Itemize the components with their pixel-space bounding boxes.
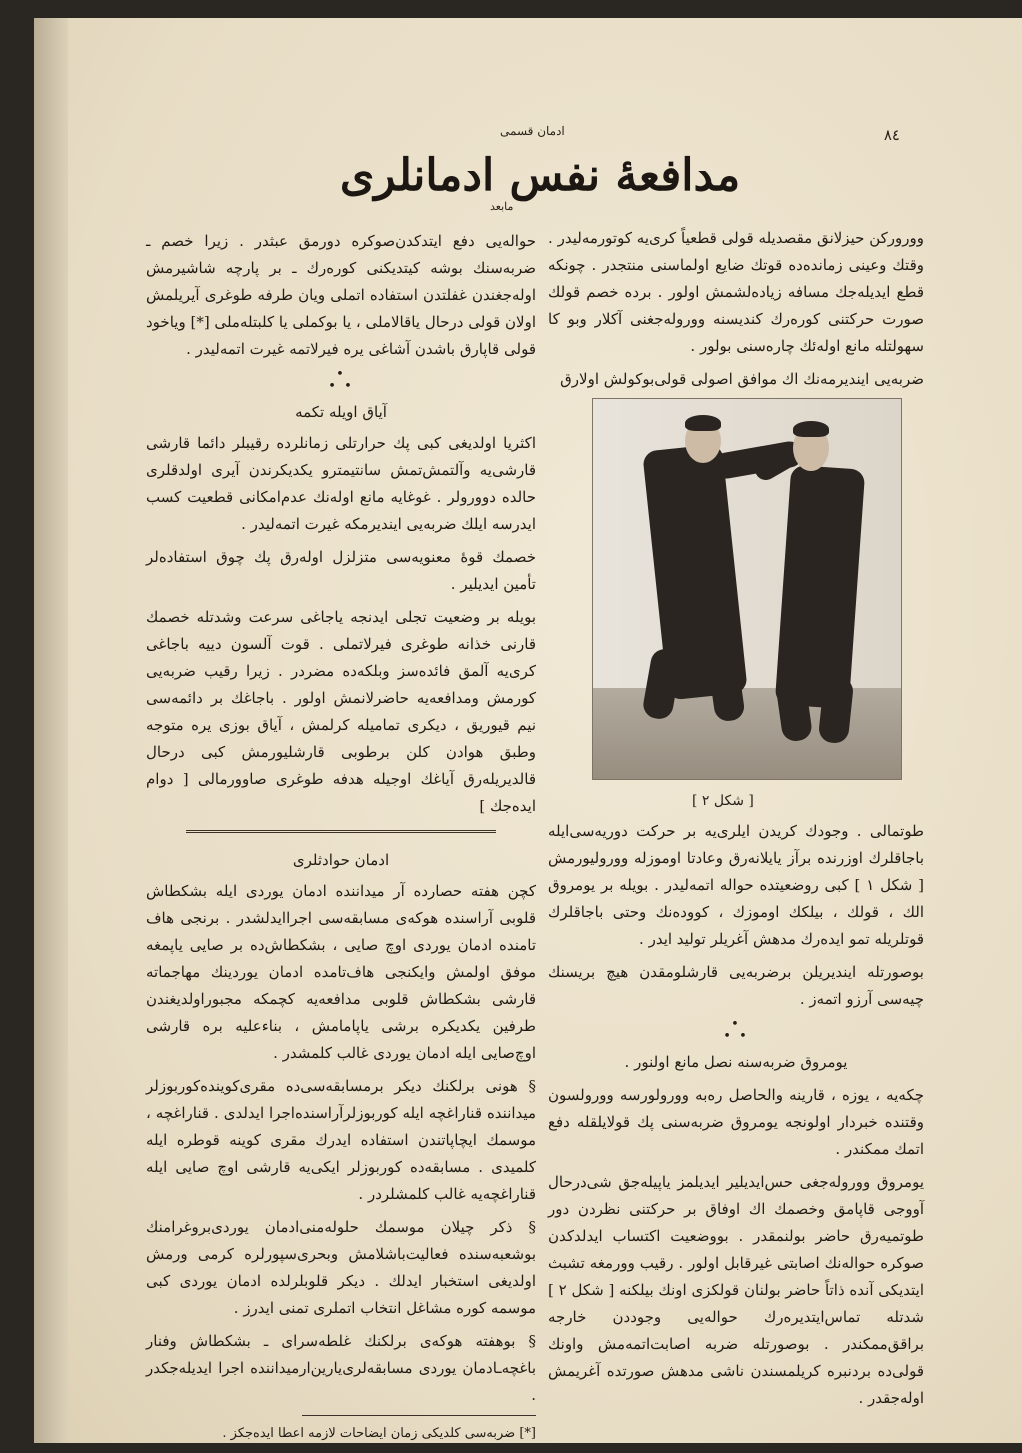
- left-column: [146, 228, 536, 1453]
- paragraph: چکه‌یه ، یوزه ، قارینه والحاصل رەبه وورولورسه وورولسون وقتنده خبردار اولونجه یومروق ضربه‌سنی پك قولایلقله دفع اتمك ممکندر .: [548, 1086, 924, 1158]
- section-divider: [186, 830, 496, 833]
- paragraph: § ذکر چیلان موسمك حلوله‌منی‌ادمان یوردی‌بروغرامنك بوشعبه‌سنده فعالیت‌باشلامش وبحری‌سپورلره کرمی ورمش اولدیغی استخبار ایدلك . دیکر قلوبلرلده ادمان یوردی کبی موسمه کوره مشاغل انتخاب اتملری تمنی ایدرز .: [146, 1218, 536, 1317]
- section-heading: ادمان حوادثلری: [292, 851, 390, 869]
- paragraph: طوتمالی . وجودك کریدن ایلری‌یه بر حرکت دوریه‌سی‌ایله باجاقلرك اوزرنده برآز یایلانه‌رق وعادتا اوموزله وورولیورمش [ شکل ١ ] کبی روضعیتده حواله اتمەلیدر . بویله بر یومروق الك ، قولك ، بیلكك اوموزك ، کوودەنك وحتی باجاقلرك قوتلریله تمو ایدەرك مدهش آغریلر تولید ایدر .: [548, 822, 924, 948]
- continued-label: مابعد: [490, 200, 514, 213]
- paragraph: خصمك قوهٔ معنویه‌سی متزلزل اوله‌رق پك چوق استفاده‌لر تأمین ایدیلیر .: [146, 548, 536, 593]
- paragraph: بویله بر وضعیت تجلی ایدنجه یاجاغی سرعت وشدتله خصمك قارنی خذانه طوغری فیرلاتملی . قوت آلسون دییه باجاغی کری‌یه آلمق فائده‌سز وبلکەده مضردر . زیرا رقیب ضربه‌یی کورمش ومدافعه‌یه حاضرلانمش اولور . باجاغك بر دائمه‌سی نیم قیوریق ، دیکری تمامیله کرلمش ، آیاق بوزی یره متوجه وطبق هوادن کلن برطوبی قارشلیورمش کبی درحال قالدیریله‌رق آیاغك اوجیله هدفه طوغری صاوورمالی [ دوام ایده‌جك ]: [146, 608, 536, 815]
- section-separator-stars: • • •: [328, 367, 354, 394]
- section-separator-stars: • • •: [723, 1017, 749, 1044]
- photo-floor: [593, 688, 901, 779]
- right-column-lower: [548, 818, 924, 1418]
- right-column: [548, 225, 924, 399]
- paragraph: بوصورتله ایندیریلن برضربه‌یی قارشلومقدن هیچ بریسنك چیه‌سی آرزو اتمەز .: [548, 963, 924, 1008]
- paragraph: § بوهفته هوکەی برلکنك غلطه‌سرای ـ بشکطاش وفنار باغچه‌ـادمان یوردی مسابقه‌لری‌یارین‌ارمیداننده اجرا ایدیله‌جکدر .: [146, 1332, 536, 1404]
- page-binding: [34, 18, 68, 1443]
- boxer-left-hair: [685, 415, 721, 431]
- page-number: ٨٤: [883, 126, 900, 144]
- page-title: مدافعهٔ نفس ادمانلری: [339, 150, 741, 201]
- figure-photo: [592, 398, 902, 780]
- paragraph: یومروق وورولەجغی حس‌ایدیلیر ایدیلمز یاپیلەجق شی‌درحال آووجی قاپامق وخصمك اك اوفاق بر حرکتنی نظردن دور طوتمیه‌رق حاضر بولنمقدر . بووضعیت اکتساب ایدلدکدن صوکره حواله‌نك اصابتی غیرقابل اولور . رقیب وورمغه تشبث ایتدیکی آنده ذاتاً حاضر بولنان قولکزی اونك بیلکنه [ شکل ٢ ] شدتله تماس‌ایتدیره‌رك حواله‌یی وجوددن خارجه براقق‌ممکندر . بوصورتله ضربه اصابت‌اتمەمش واونك قولی‌ده بردنبره کریلمسندن ناشی مدهش صورتده آغریمش اوله‌جقدر .: [548, 1173, 924, 1407]
- paragraph: ضربه‌یی اینديرمەنك اك موافق اصولی قولی‌بوکولش اولارق: [560, 370, 924, 388]
- figure-caption: [ شکل ٢ ]: [692, 793, 754, 809]
- section-name: ادمان قسمی: [500, 124, 565, 138]
- paragraph: § هونی برلکنك دیکر برمسابقه‌سی‌ده مقری‌کوینده‌کوربوزلر میداننده قناراغچه ایله کوربوزلرآراسنده‌اجرا ایدلدی . قناراغچه ، موسمك ایچاپاتندن استفاده ایدرك مقری کوینه قوطره ایله کلمیدی . مسابقه‌ده کوربوزلر ایکی‌یه قارشی اوچ صایی ایله قناراغچه‌یه غالب کلمشلردر .: [146, 1077, 536, 1203]
- page-header: [160, 118, 900, 148]
- footnote-divider: [302, 1415, 536, 1416]
- paragraph: کچن هفته حصارده آر میداننده ادمان یوردی ایله بشکطاش قلوبی آراسنده هوکەی مسابقه‌سی اجراایدلشدر . برنجی هاف تامنده ادمان یوردی اوچ صایی ، بشکطاش‌ده بر صایی یاپمغه موفق اولمش وایکنجی هاف‌تامده ادمان یوردینك مهاجماته قارشی بشکطاش قلوبی مدافعه‌یه کچمکه مجبوراولدیغندن طرفین یکدیکره برشی یاپامامش ، بناءعلیه بره قارشی اوچ‌صایی ایله ادمان یوردی غالب کلمشدر .: [146, 882, 536, 1062]
- section-heading: آیاق اویله تکمه: [295, 403, 387, 421]
- paragraph: وورورکن حیزلانق مقصدیله قولی قطعیاً کری‌یه کوتورمه‌لیدر . وقتك وعینی زمانده‌ده قوتك ضایع اولماسنی منتجدر . چونکه قطع ایدیله‌جك مسافه زیاده‌لشمش اولور . برده خصم قولك صورت حرکتنی کوره‌رك کندیسنه وورولەجغنی آکلار وبو کا سهولتله مانع اوله‌ئك چاره‌سنی بولور .: [548, 229, 924, 355]
- paragraph: حواله‌یی دفع ایتدکدن‌صوکره دورمق عبثدر . زیرا خصم ـ ضربه‌سنك بوشه کیتدیکنی کوره‌رك ـ بر پارچه شاشیرمش اوله‌جغندن غفلتدن استفاده اتملی ویان طرفه طوغری آیریلمش اولان قولی درحال یاقالاملی ، یا بوکملی یا کلبتلەملی [*] ویاخود قولی قاپارق باشدن آشاغی یره فیرلاتمه غیرت اتمەلیدر .: [146, 232, 536, 358]
- footnote: [*] ضربه‌سی کلدیکی زمان ایضاحات لازمه اعطا ایده‌جکز .: [222, 1426, 536, 1441]
- subheading: یومروق ضربه‌سنه نصل مانع اولنور .: [624, 1053, 848, 1071]
- boxer-right-hair: [793, 421, 829, 437]
- paragraph: اکثریا اولدیغی کبی پك حرارتلی زمانلرده رقیبلر دائما قارشی قارشی‌یه وآلتمش‌تمش سانتیمترو یکدیکرندن آیری اولدقلری حالده دوورولر . غوغایه مانع اوله‌نك عدم‌امکانی قطعیت کسب ایدرسه ایلك ضربه‌یی ایندیرمکه غیرت اتمەلیدر .: [146, 434, 536, 533]
